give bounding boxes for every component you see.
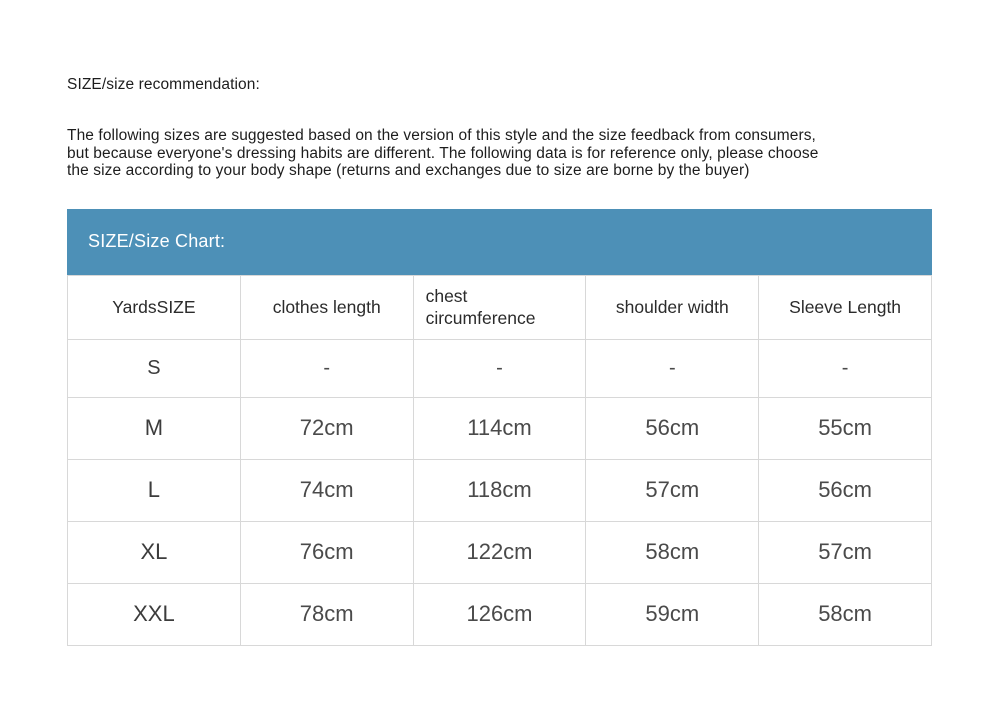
value-cell: 76cm <box>240 521 413 583</box>
value-cell: 78cm <box>240 583 413 645</box>
column-header-label: YardsSIZE <box>112 296 196 317</box>
table-row <box>68 583 932 645</box>
size-chart-title-bar <box>67 209 932 275</box>
size-description <box>67 127 932 180</box>
value-cell: 58cm <box>759 583 932 645</box>
size-description-line: The following sizes are suggested based on the version of this style and the size feedback from consumers, <box>67 127 816 144</box>
value-cell: 57cm <box>759 521 932 583</box>
column-header <box>68 275 241 339</box>
size-chart-title: SIZE/Size Chart: <box>88 231 226 252</box>
column-header-label: shoulder width <box>615 296 729 317</box>
column-header <box>240 275 413 339</box>
table-row <box>68 521 932 583</box>
value-cell: 122cm <box>413 521 586 583</box>
column-header <box>413 275 586 339</box>
column-header-label: Sleeve Length <box>789 296 902 317</box>
column-header <box>759 275 932 339</box>
value-cell: - <box>413 339 586 397</box>
table-row <box>68 339 932 397</box>
column-header-label: clothes length <box>272 296 381 317</box>
size-description-line: the size according to your body shape (returns and exchanges due to size are borne by the buyer) <box>67 162 750 180</box>
size-cell: XXL <box>68 583 241 645</box>
value-cell: 126cm <box>413 583 586 645</box>
value-cell: - <box>759 339 932 397</box>
value-cell: 56cm <box>759 459 932 521</box>
value-cell: 58cm <box>586 521 759 583</box>
value-cell: 118cm <box>413 459 586 521</box>
size-cell: XL <box>68 521 241 583</box>
value-cell: - <box>240 339 413 397</box>
value-cell: - <box>586 339 759 397</box>
value-cell: 57cm <box>586 459 759 521</box>
table-header-row <box>68 275 932 339</box>
size-description-line: but because everyone's dressing habits are different. The following data is for reference only, please choose <box>67 144 819 162</box>
value-cell: 114cm <box>413 397 586 459</box>
value-cell: 72cm <box>240 397 413 459</box>
size-cell: L <box>68 459 241 521</box>
page-title: SIZE/size recommendation: <box>67 76 260 93</box>
size-chart-table <box>67 275 932 646</box>
value-cell: 55cm <box>759 397 932 459</box>
table-row <box>68 397 932 459</box>
column-header-label: chest circumference <box>425 285 536 329</box>
value-cell: 59cm <box>586 583 759 645</box>
value-cell: 56cm <box>586 397 759 459</box>
table-row <box>68 459 932 521</box>
size-cell: S <box>68 339 241 397</box>
column-header <box>586 275 759 339</box>
size-cell: M <box>68 397 241 459</box>
value-cell: 74cm <box>240 459 413 521</box>
